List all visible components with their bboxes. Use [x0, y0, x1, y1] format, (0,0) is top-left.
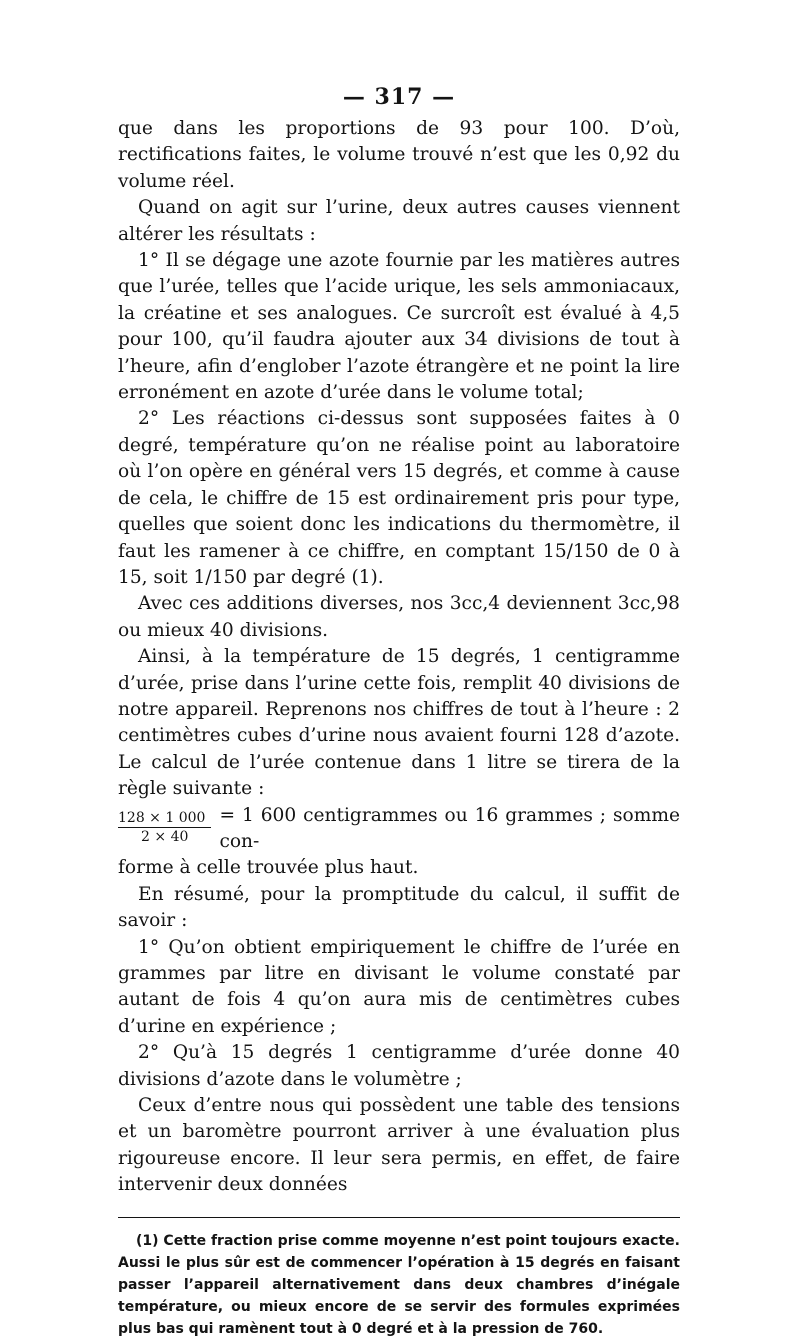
page-number: — 317 — — [342, 84, 456, 110]
formula — [118, 803, 680, 856]
fraction-numerator: 128 × 1 000 — [118, 810, 211, 828]
main-text — [118, 116, 680, 1199]
footnote-divider — [118, 1217, 680, 1218]
paragraph: que dans les proportions de 93 pour 100. D’où, rectifications faites, le volume trouvé n’est que les 0,92 du volume réel. — [118, 118, 680, 192]
paragraph: 2° Les réactions ci-dessus sont supposées faites à 0 degré, température qu’on ne réalise point au laboratoire où l’on opère en général vers 15 degrés, et comme à cause de cela, le chiffre de 15 est ordinairement pris pour type, quelles que soient donc les indications du thermomètre, il faut les ramener à ce chiffre, en comptant 15/150 de 0 à 15, soit 1/150 par degré (1). — [118, 408, 680, 588]
paragraph: En résumé, pour la promptitude du calcul, il suffit de savoir : — [118, 883, 680, 932]
footnote-text: (1) Cette fraction prise comme moyenne n’est point toujours exacte. Aussi le plus sûr est de commencer l’opération à 15 degrés en faisant passer l’appareil alternativement dans deux chambres d’inégale température, ou mieux encore de se servir des formules exprimées plus bas qui ramènent tout à 0 degré et à la pression de 760. — [118, 1232, 680, 1337]
fraction-denominator: 2 × 40 — [141, 829, 189, 846]
paragraph: 1° Il se dégage une azote fournie par les matières autres que l’urée, telles que l’acide urique, les sels ammoniacaux, la créatine et ses analogues. Ce surcroît est évalué à 4,5 pour 100, qu’il faudra ajouter aux 34 divisions de tout à l’heure, afin d’englober l’azote étrangère et ne point la lire erronément en azote d’urée dans le volume total; — [118, 250, 680, 404]
book-page — [118, 84, 680, 1340]
paragraph: Avec ces additions diverses, nos 3cc,4 deviennent 3cc,98 ou mieux 40 divisions. — [118, 593, 680, 641]
paragraph: Quand on agit sur l’urine, deux autres causes viennent altérer les résultats : — [118, 197, 680, 245]
paragraph: forme à celle trouvée plus haut. — [118, 857, 419, 879]
paragraph: 1° Qu’on obtient empiriquement le chiffre de l’urée en grammes par litre en divisant le volume constaté par autant de fois 4 qu’on aura mis de centimètres cubes d’urine en expérience ; — [118, 936, 680, 1037]
paragraph: 2° Qu’à 15 degrés 1 centigramme d’urée donne 40 divisions d’azote dans le volumètre ; — [118, 1042, 680, 1090]
footnote — [118, 1230, 680, 1340]
paragraph: Ainsi, à la température de 15 degrés, 1 centigramme d’urée, prise dans l’urine cette fois, remplit 40 divisions de notre appareil. Reprenons nos chiffres de tout à l’heure : 2 centimètres cubes d’urine nous avaient fourni 128 d’azote. Le calcul de l’urée contenue dans 1 litre se tirera de la règle suivante : — [118, 646, 680, 800]
formula-result: = 1 600 centigrammes ou 16 grammes ; somme con- — [219, 804, 680, 852]
fraction — [118, 810, 211, 845]
paragraph: Ceux d’entre nous qui possèdent une table des tensions et un baromètre pourront arriver à une évaluation plus rigoureuse encore. Il leur sera permis, en effet, de faire intervenir deux données — [118, 1095, 680, 1196]
